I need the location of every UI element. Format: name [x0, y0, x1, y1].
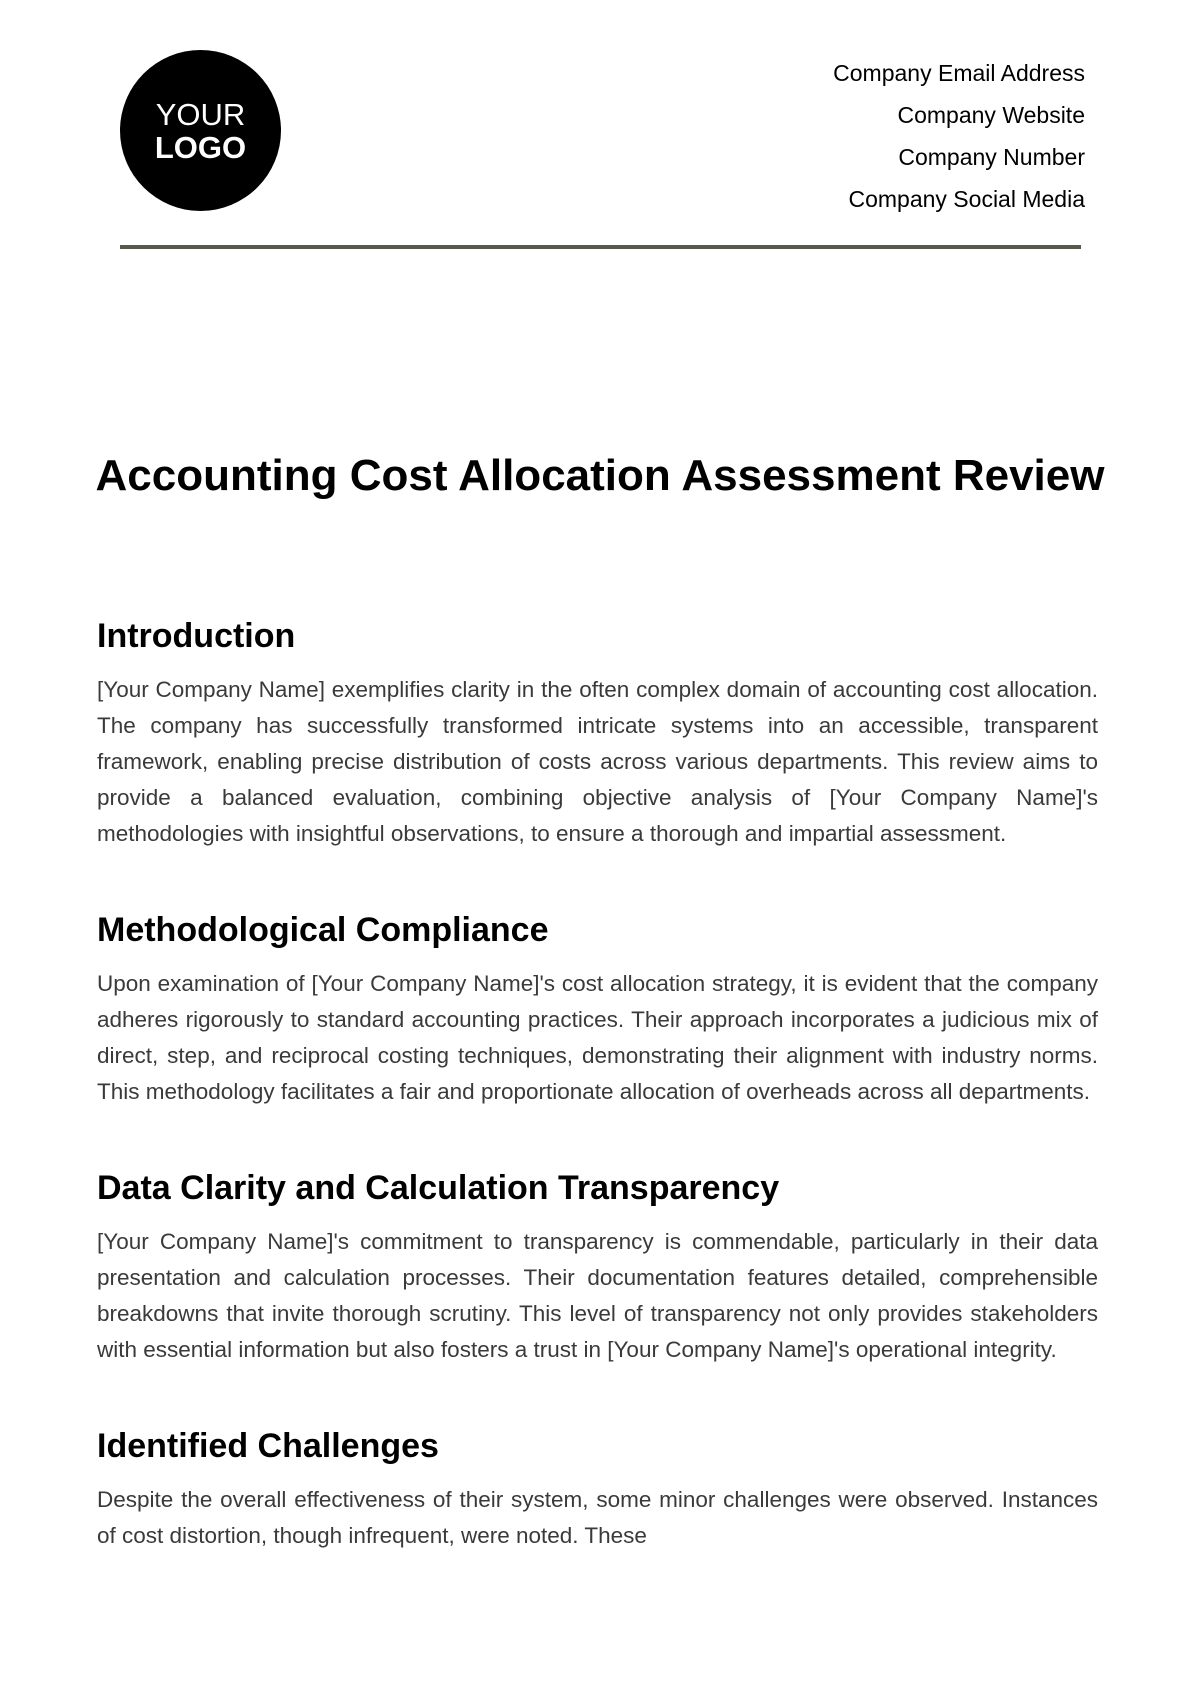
section-data-clarity [97, 1164, 1098, 1368]
document-content [97, 612, 1098, 1608]
company-email: Company Email Address [833, 60, 1085, 86]
logo-text-line2: LOGO [154, 129, 247, 165]
section-paragraph: [Your Company Name]'s commitment to transparency is commendable, particularly in their data presentation and calculation processes. Their documentation features detailed, comprehensible breakdowns that invite thorough scrutiny. This level of transparency not only provides stakeholders with essential information but also fosters a trust in [Your Company Name]'s operational integrity. [97, 1229, 1098, 1362]
company-logo [120, 50, 281, 211]
logo-text-line1: YOUR [155, 96, 246, 132]
company-social-media: Company Social Media [848, 186, 1085, 212]
section-methodological-compliance [97, 906, 1098, 1110]
company-number: Company Number [898, 144, 1085, 170]
section-heading: Data Clarity and Calculation Transparency [97, 1169, 780, 1207]
section-heading: Identified Challenges [97, 1427, 439, 1465]
section-heading: Methodological Compliance [97, 911, 549, 949]
company-website: Company Website [897, 102, 1085, 128]
section-identified-challenges [97, 1422, 1098, 1554]
company-contact-block [833, 52, 1085, 220]
document-title: Accounting Cost Allocation Assessment Review [95, 451, 1105, 501]
section-heading: Introduction [97, 617, 296, 655]
section-paragraph: Upon examination of [Your Company Name]'s cost allocation strategy, it is evident that the company adheres rigorously to standard accounting practices. Their approach incorporates a judicious mix of direct, step, and reciprocal costing techniques, demonstrating their alignment with industry norms. This methodology facilitates a fair and proportionate allocation of overheads across all departments. [97, 971, 1098, 1104]
section-paragraph: Despite the overall effectiveness of their system, some minor challenges were observed. Instances of cost distortion, though infrequent, were noted. These [97, 1487, 1098, 1548]
header-divider [120, 245, 1081, 249]
section-introduction [97, 612, 1098, 852]
section-paragraph: [Your Company Name] exemplifies clarity in the often complex domain of accounting cost allocation. The company has successfully transformed intricate systems into an accessible, transparent framework, enabling precise distribution of costs across various departments. This review aims to provide a balanced evaluation, combining objective analysis of [Your Company Name]'s methodologies with insightful observations, to ensure a thorough and impartial assessment. [97, 677, 1098, 846]
